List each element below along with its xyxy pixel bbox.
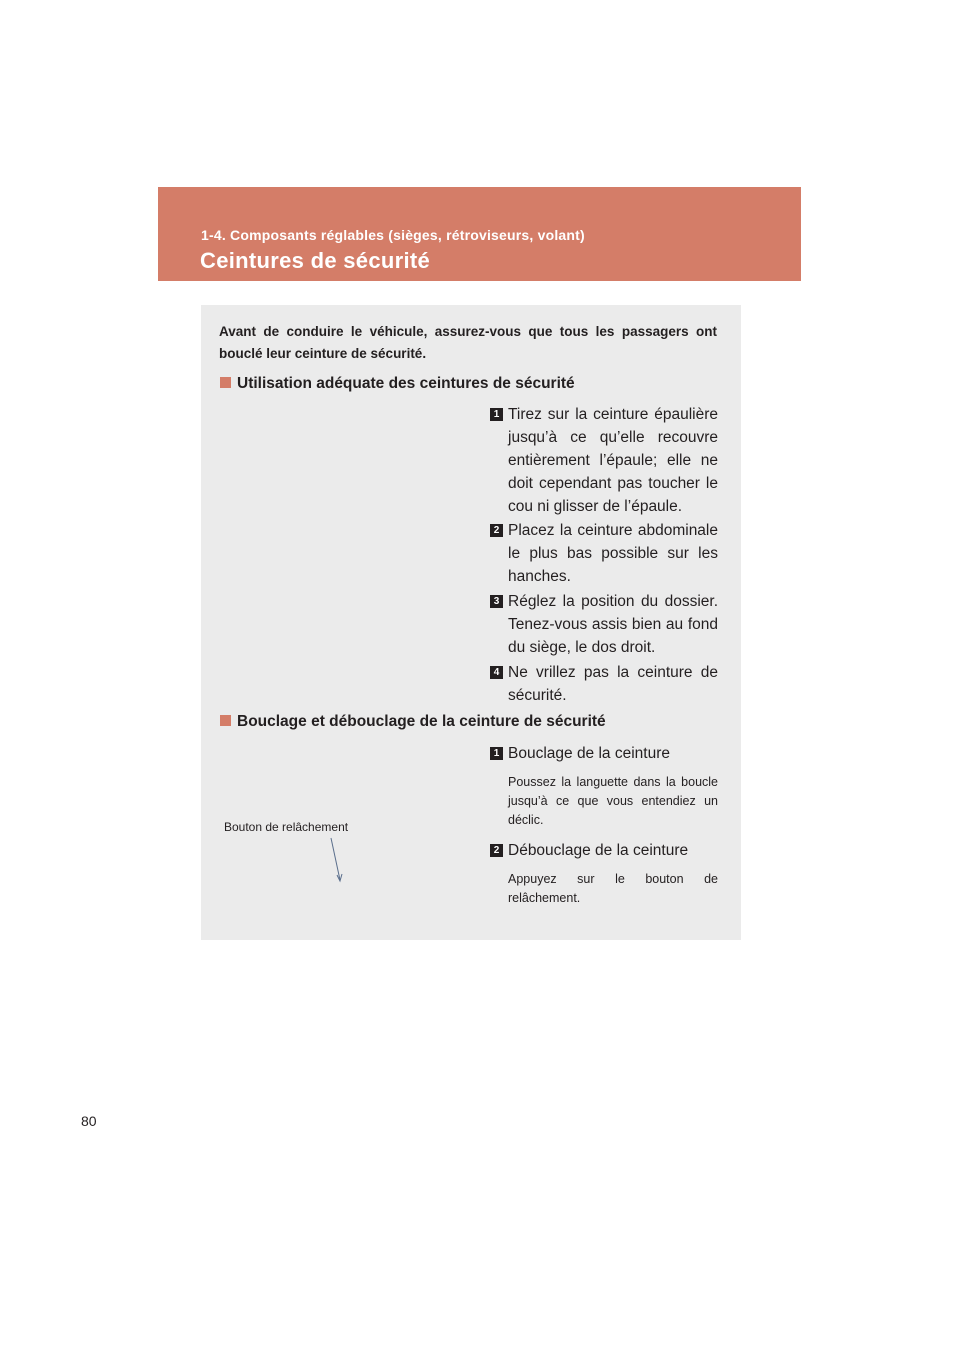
callout-leader-line (201, 305, 741, 940)
release-button-callout: Bouton de relâchement (224, 820, 349, 834)
section-label: 1-4. Composants réglables (sièges, rétroviseurs, volant) (201, 227, 585, 243)
step-number-badge: 2 (490, 844, 503, 857)
page-title: Ceintures de sécurité (200, 248, 431, 273)
step-text: Placez la ceinture abdominale le plus bas possible sur les hanches. (508, 522, 718, 585)
chapter-header (158, 187, 801, 281)
step-title: Débouclage de la ceinture (508, 842, 689, 859)
step-number-badge: 3 (490, 595, 503, 608)
intro-text: Avant de conduire le véhicule, assurez-vous que tous les passagers ont bouclé leur ceinture de sécurité. (219, 324, 717, 361)
step-title: Bouclage de la ceinture (508, 745, 671, 762)
step-text: Poussez la languette dans la boucle jusqu’à ce que vous entendiez un déclic. (508, 775, 718, 827)
step-text: Réglez la position du dossier. Tenez-vous assis bien au fond du siège, le dos droit. (508, 593, 718, 656)
usage-heading-label: Utilisation adéquate des ceintures de sécurité (237, 375, 575, 392)
content-panel (201, 305, 741, 940)
step-number-badge: 4 (490, 666, 503, 679)
step-text: Tirez sur la ceinture épaulière jusqu’à ce qu’elle recouvre entièrement l’épaule; elle ne doit cependant pas toucher le cou ni glisser de l’épaule. (508, 406, 718, 515)
step-number-badge: 1 (490, 747, 503, 760)
step-number-badge: 2 (490, 524, 503, 537)
buckle-heading-label: Bouclage et débouclage de la ceinture de sécurité (237, 713, 606, 730)
step-text: Ne vrillez pas la ceinture de sécurité. (508, 664, 718, 704)
page-number: 80 (81, 1113, 97, 1129)
step-text: Appuyez sur le bouton de relâchement. (508, 872, 718, 905)
step-number-badge: 1 (490, 408, 503, 421)
